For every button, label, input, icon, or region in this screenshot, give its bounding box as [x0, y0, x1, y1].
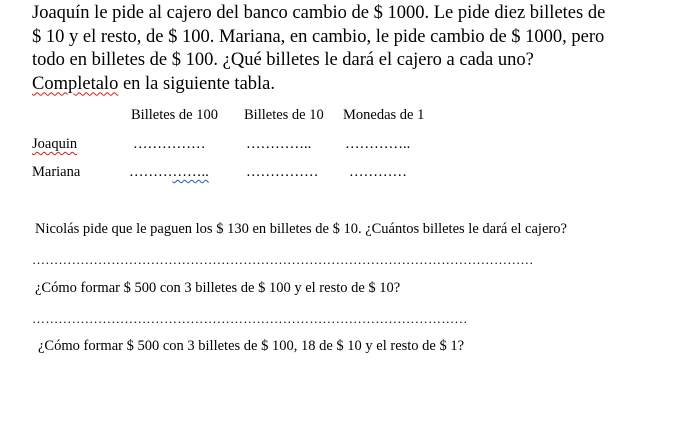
table-row-label-mariana: Mariana — [32, 164, 81, 180]
answer-line-2: ……………………………………………………………………………………… — [32, 312, 468, 326]
answer-line-1: …………………………………………………………………………………………………… — [32, 253, 534, 267]
question-500-a: ¿Cómo formar $ 500 con 3 billetes de $ 100 y el resto de $ 10? — [35, 280, 401, 296]
table-cell-joaquin-100: …………… — [133, 136, 206, 152]
table-cell-joaquin-10: ………….. — [246, 136, 312, 152]
grammar-flagged-dots[interactable]: …….. — [172, 164, 209, 180]
table-cell-mariana-100: …………….. — [129, 164, 209, 180]
problem-line-4: Completalo en la siguiente tabla. — [32, 73, 276, 94]
problem-line-3: todo en billetes de $ 100. ¿Qué billetes le dará el cajero a cada uno? — [32, 50, 534, 70]
table-header-1: Monedas de 1 — [343, 107, 425, 123]
problem-statement — [32, 2, 672, 96]
table-header-100: Billetes de 100 — [131, 107, 218, 123]
table-header-10: Billetes de 10 — [244, 107, 324, 123]
table-row-label-joaquin: Joaquin — [32, 136, 78, 152]
table-cell-mariana-1: ………… — [349, 164, 407, 180]
table-cell-joaquin-1: ………….. — [345, 136, 411, 152]
problem-line-2: $ 10 y el resto, de $ 100. Mariana, en cambio, le pide cambio de $ 1000, pero — [32, 26, 605, 47]
question-500-b: ¿Cómo formar $ 500 con 3 billetes de $ 100, 18 de $ 10 y el resto de $ 1? — [38, 338, 465, 354]
spellcheck-flagged-word[interactable]: Completalo — [32, 73, 119, 94]
problem-line-1: Joaquín le pide al cajero del banco cambio de $ 1000. Le pide diez billetes de — [32, 3, 606, 23]
question-nicolas: Nicolás pide que le paguen los $ 130 en billetes de $ 10. ¿Cuántos billetes le dará el cajero? — [35, 221, 567, 237]
table-cell-mariana-10: …………… — [246, 164, 319, 180]
